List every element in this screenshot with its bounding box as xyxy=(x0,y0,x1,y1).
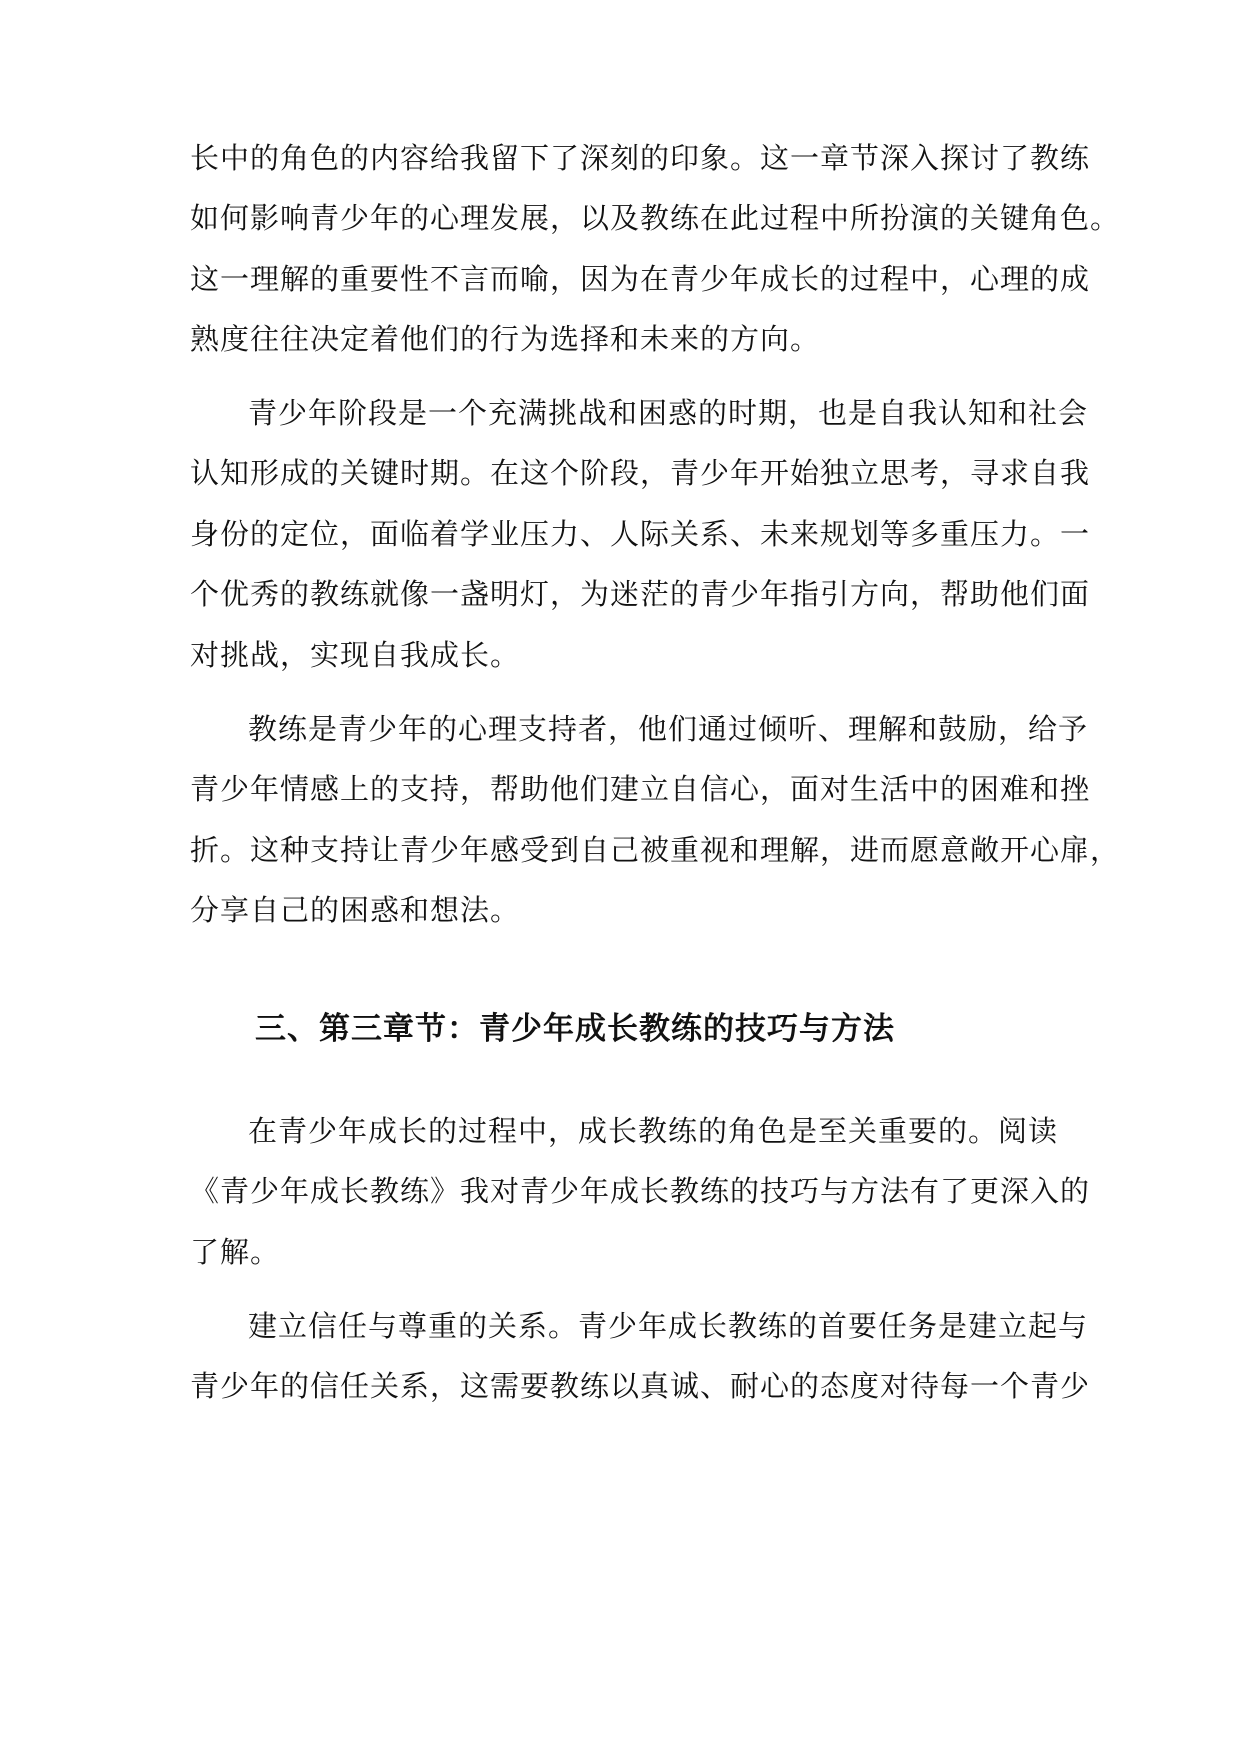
text-line: 个优秀的教练就像一盏明灯，为迷茫的青少年指引方向，帮助他们面 xyxy=(190,577,1091,611)
text-line: 认知形成的关键时期。在这个阶段，青少年开始独立思考，寻求自我 xyxy=(190,456,1091,490)
text-line: 身份的定位，面临着学业压力、人际关系、未来规划等多重压力。一 xyxy=(190,517,1091,551)
section-heading: 三、第三章节：青少年成长教练的技巧与方法 xyxy=(255,1011,895,1047)
text-line: 这一理解的重要性不言而喻，因为在青少年成长的过程中，心理的成 xyxy=(190,262,1091,296)
text-line: 了解。 xyxy=(190,1235,281,1269)
text-line: 青少年情感上的支持，帮助他们建立自信心，面对生活中的困难和挫 xyxy=(190,772,1091,806)
text-line: 《青少年成长教练》我对青少年成长教练的技巧与方法有了更深入的 xyxy=(190,1174,1091,1208)
text-line: 青少年的信任关系，这需要教练以真诚、耐心的态度对待每一个青少 xyxy=(190,1369,1091,1403)
text-line: 如何影响青少年的心理发展，以及教练在此过程中所扮演的关键角色。 xyxy=(190,201,1121,235)
text-line: 长中的角色的内容给我留下了深刻的印象。这一章节深入探讨了教练 xyxy=(190,141,1091,175)
text-line: 教练是青少年的心理支持者，他们通过倾听、理解和鼓励，给予 xyxy=(248,712,1089,746)
text-line: 在青少年成长的过程中，成长教练的角色是至关重要的。阅读 xyxy=(248,1114,1059,1148)
text-line: 青少年阶段是一个充满挑战和困惑的时期，也是自我认知和社会 xyxy=(248,396,1089,430)
text-line: 折。这种支持让青少年感受到自己被重视和理解，进而愿意敞开心扉， xyxy=(190,833,1121,867)
text-line: 对挑战，实现自我成长。 xyxy=(190,638,521,672)
text-line: 熟度往往决定着他们的行为选择和未来的方向。 xyxy=(190,322,821,356)
text-line: 分享自己的困惑和想法。 xyxy=(190,893,521,927)
text-line: 建立信任与尊重的关系。青少年成长教练的首要任务是建立起与 xyxy=(248,1309,1089,1343)
